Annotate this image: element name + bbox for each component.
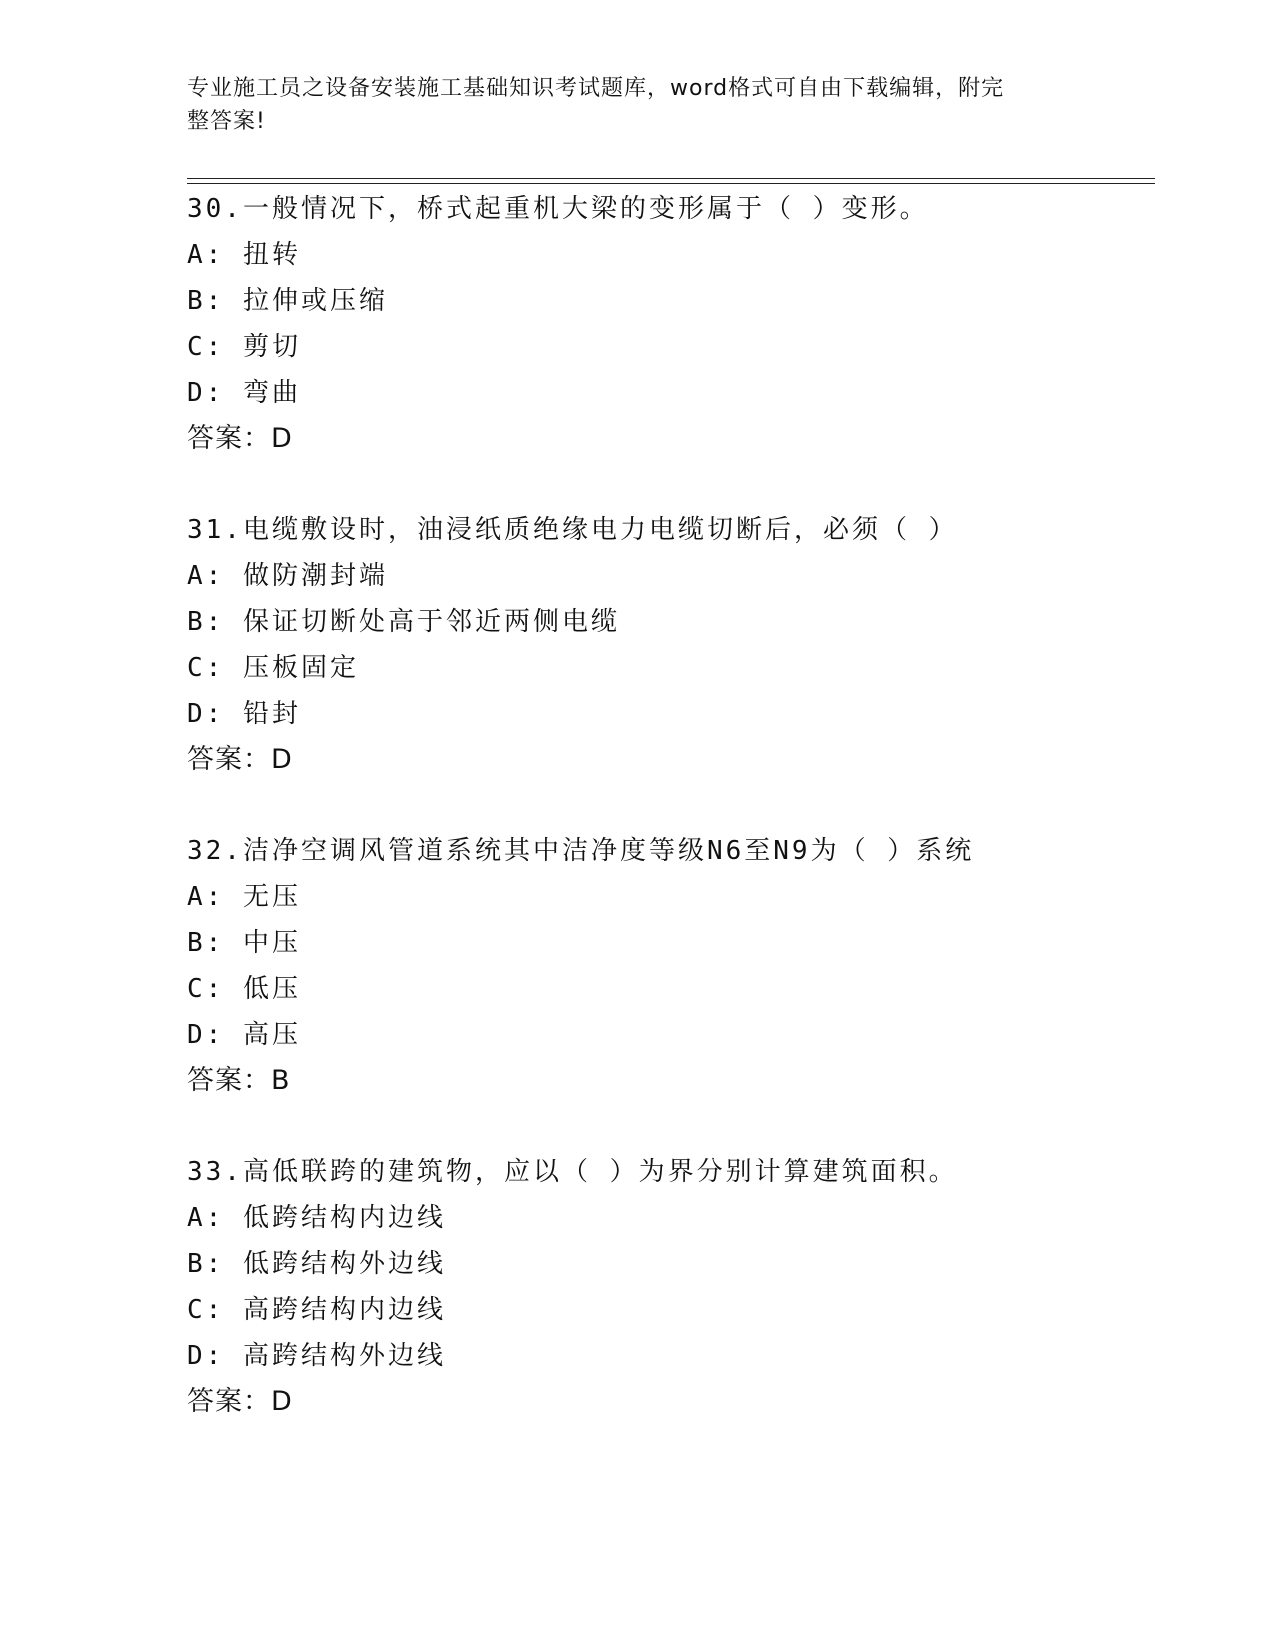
question-stem: 30.一般情况下，桥式起重机大梁的变形属于（ ）变形。	[187, 194, 929, 224]
option-d: D: 高跨结构外边线	[187, 1341, 446, 1371]
option-a: A: 做防潮封端	[187, 561, 388, 591]
option-d: D: 高压	[187, 1020, 301, 1050]
answer-line: 答案：D	[187, 423, 293, 454]
answer-line: 答案：B	[187, 1065, 291, 1096]
header-line-1: 专业施工员之设备安装施工基础知识考试题库，word格式可自由下载编辑，附完	[187, 76, 1005, 101]
answer-line: 答案：D	[187, 1386, 293, 1417]
option-c: C: 高跨结构内边线	[187, 1295, 446, 1325]
header-line-2: 整答案!	[187, 109, 266, 134]
document-header	[187, 72, 1067, 138]
option-a: A: 扭转	[187, 240, 301, 270]
option-d: D: 铅封	[187, 699, 301, 729]
question-32	[187, 828, 1147, 1104]
question-gap	[187, 462, 1147, 507]
option-b: B: 中压	[187, 928, 301, 958]
question-stem: 31.电缆敷设时，油浸纸质绝缘电力电缆切断后，必须（ ）	[187, 515, 958, 545]
option-d: D: 弯曲	[187, 378, 301, 408]
question-31	[187, 507, 1147, 783]
option-a: A: 低跨结构内边线	[187, 1203, 446, 1233]
question-33	[187, 1149, 1147, 1425]
option-b: B: 保证切断处高于邻近两侧电缆	[187, 607, 620, 637]
option-c: C: 压板固定	[187, 653, 359, 683]
question-gap	[187, 1104, 1147, 1149]
option-c: C: 剪切	[187, 332, 301, 362]
option-a: A: 无压	[187, 882, 301, 912]
question-stem: 32.洁净空调风管道系统其中洁净度等级N6至N9为（ ）系统	[187, 836, 975, 866]
option-c: C: 低压	[187, 974, 301, 1004]
question-stem: 33.高低联跨的建筑物，应以（ ）为界分别计算建筑面积。	[187, 1157, 958, 1187]
answer-line: 答案：D	[187, 744, 293, 775]
option-b: B: 低跨结构外边线	[187, 1249, 446, 1279]
question-list	[187, 186, 1147, 1425]
question-gap	[187, 783, 1147, 828]
header-divider-top	[187, 178, 1155, 179]
header-divider-bottom	[187, 183, 1155, 184]
option-b: B: 拉伸或压缩	[187, 286, 388, 316]
question-30	[187, 186, 1147, 462]
